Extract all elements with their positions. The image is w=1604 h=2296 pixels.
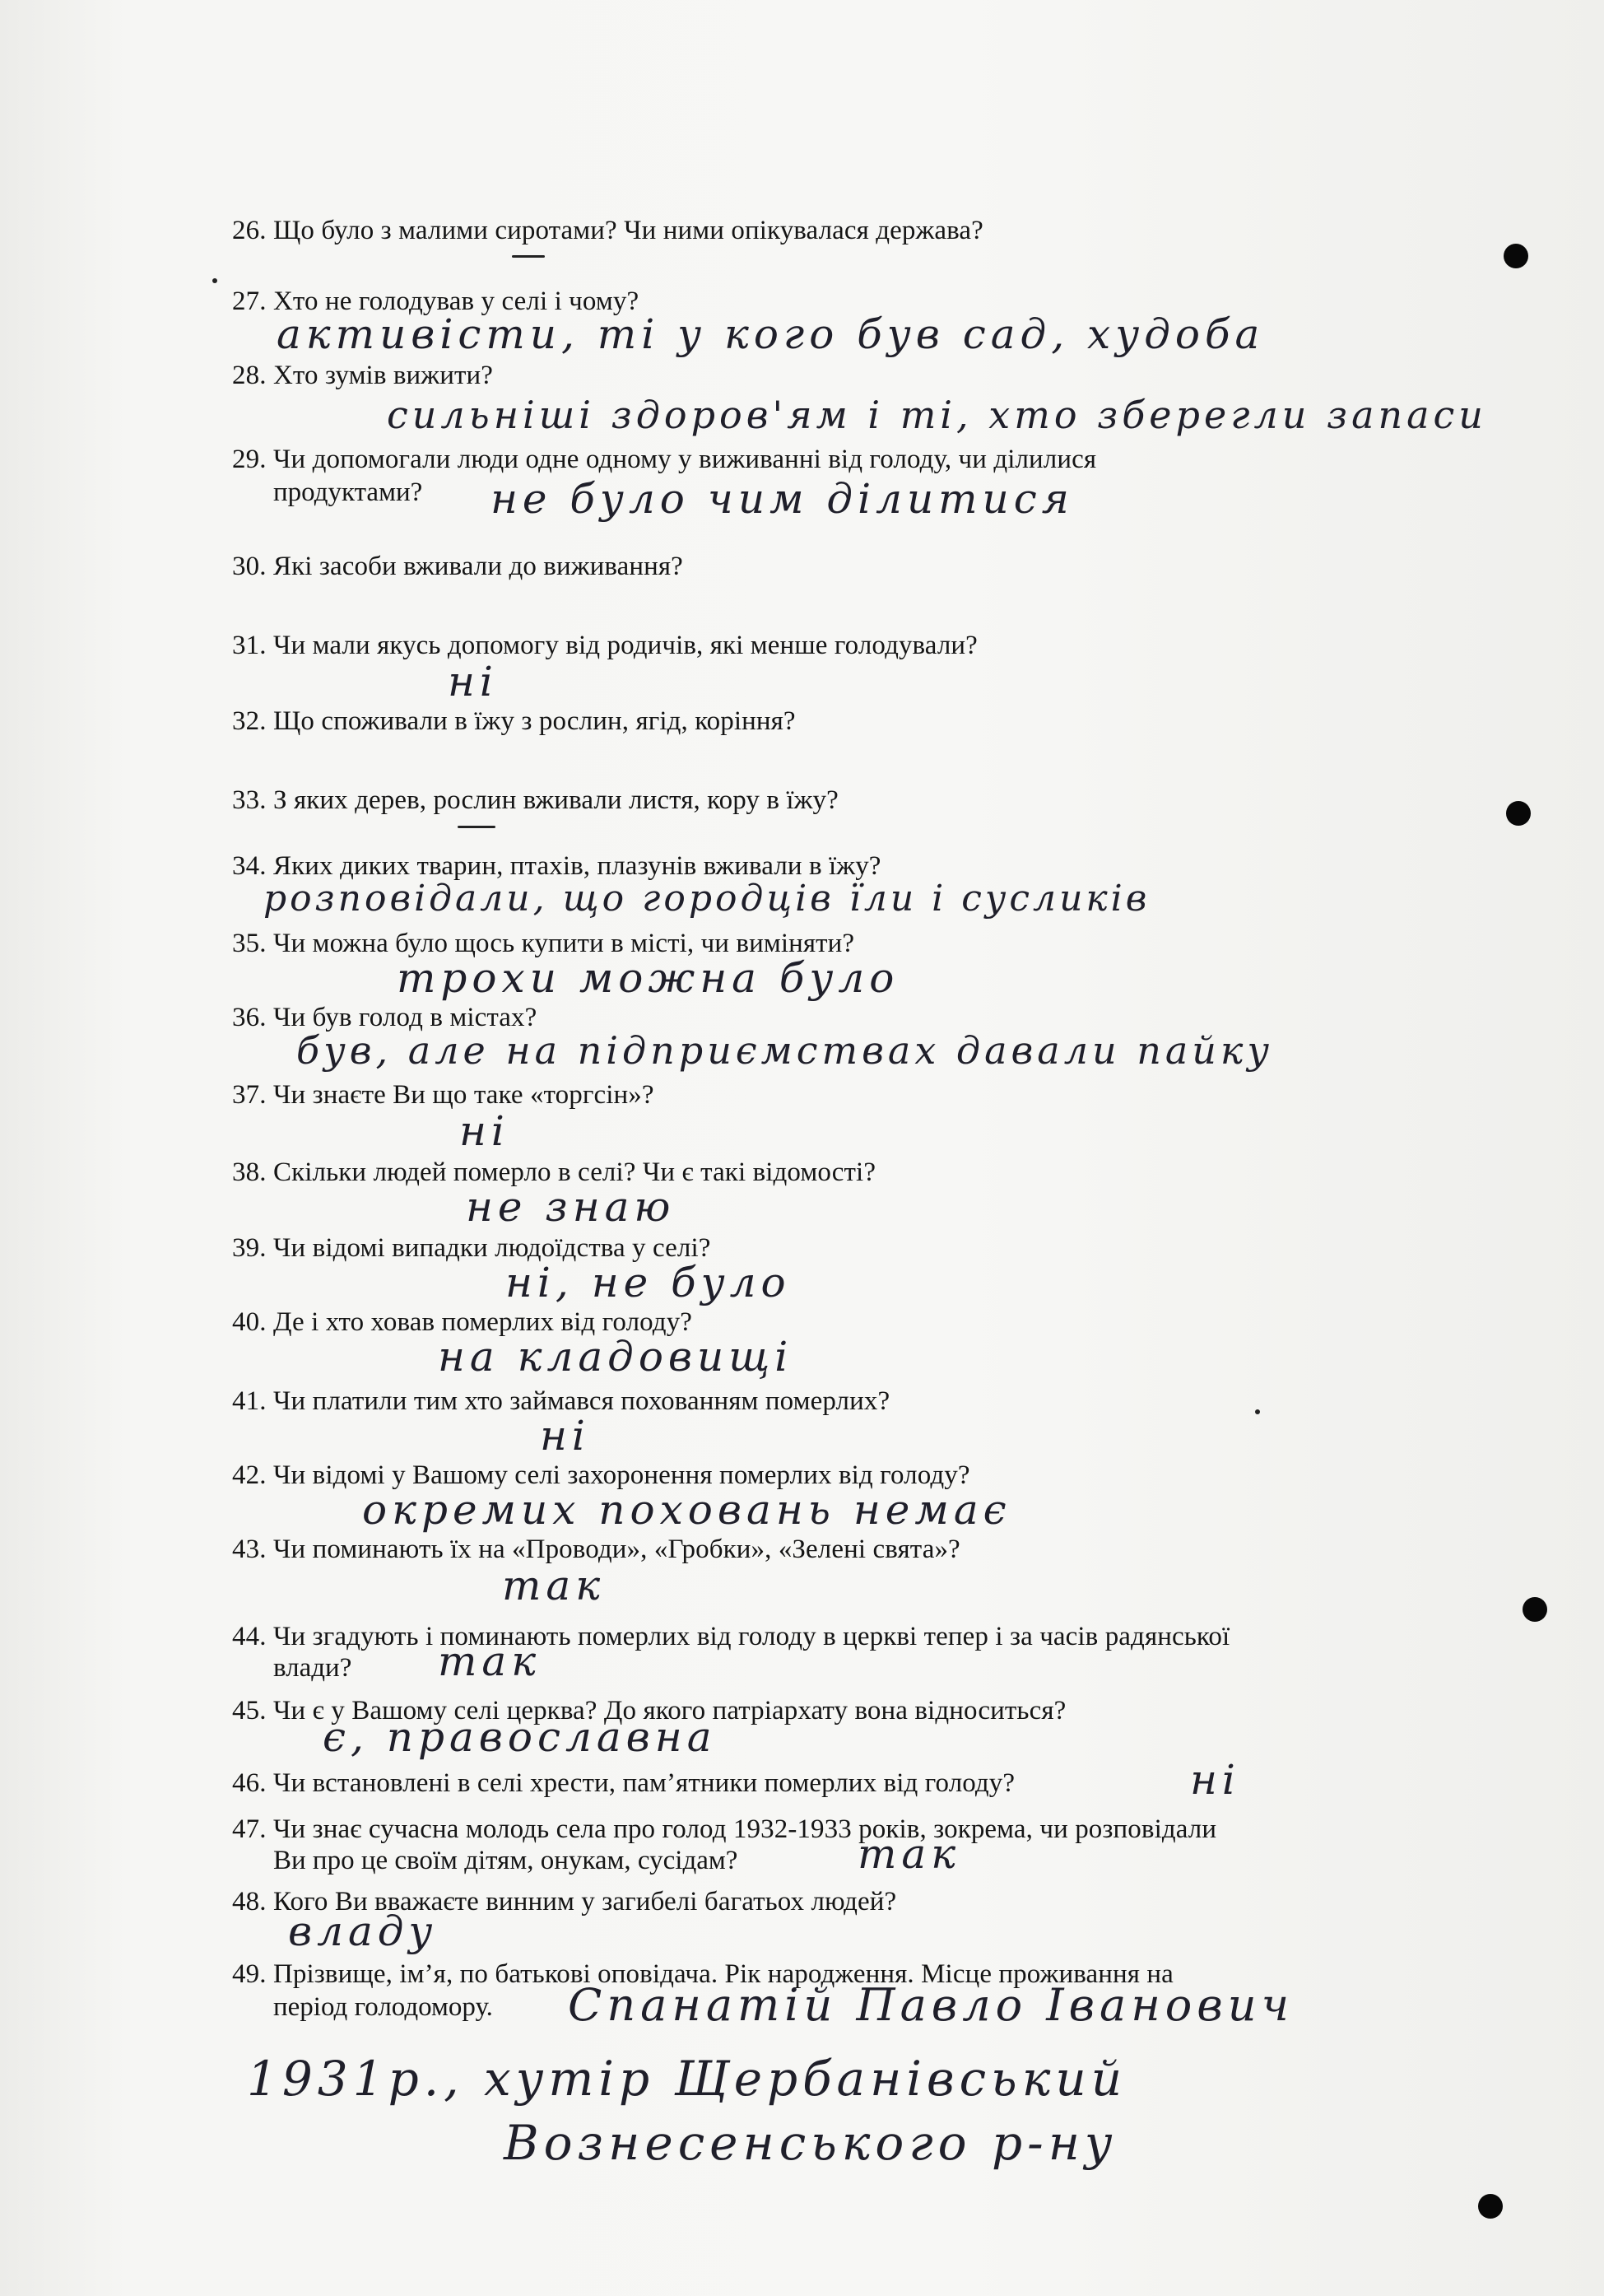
answer-49-district: Вознесенського р-ну [504, 2115, 1118, 2171]
question-number: 38. [232, 1157, 267, 1187]
question-text: Чи поминають їх на «Проводи», «Гробки», «Зелені свята»? [273, 1535, 960, 1564]
answer-29: не було чим ділитися [490, 475, 1074, 523]
question-text: Чи мали якусь допомогу від родичів, які менше голодували? [273, 631, 978, 660]
question-text: З яких дерев, рослин вживали листя, кору в їжу? [273, 785, 839, 815]
question-number: 44. [232, 1622, 267, 1651]
question-text: Хто не голодував у селі і чому? [273, 286, 639, 316]
answer-28: сильніші здоров'ям і ті, хто зберегли запаси [387, 393, 1487, 437]
question-28 [232, 359, 493, 392]
question-number: 34. [232, 851, 267, 881]
question-number: 42. [232, 1460, 267, 1490]
question-37 [232, 1078, 654, 1111]
question-number: 45. [232, 1696, 267, 1725]
punch-hole-3 [1523, 1597, 1547, 1622]
answer-49-birth-and-place: 1931р., хутір Щербанівський [247, 2051, 1127, 2107]
answer-48: владу [288, 1907, 438, 1955]
question-text: Кого Ви вважаєте винним у загибелі багатьох людей? [273, 1887, 897, 1916]
question-number: 31. [232, 631, 267, 660]
question-number: 43. [232, 1535, 267, 1564]
answer-39: ні, не було [505, 1259, 791, 1306]
stray-mark [1255, 1409, 1260, 1414]
question-31 [232, 629, 978, 662]
question-text: Де і хто ховав померлих від голоду? [273, 1307, 693, 1337]
question-text: Що було з малими сиротами? Чи ними опікувалася держава? [273, 216, 983, 245]
question-text: Чи платили тим хто займався похованням померлих? [273, 1386, 890, 1416]
question-49-continuation: період голодомору. [273, 1992, 493, 2022]
answer-46: ні [1190, 1756, 1240, 1804]
answer-38: не знаю [466, 1183, 676, 1231]
question-number: 46. [232, 1768, 267, 1798]
question-29 [232, 443, 1096, 476]
stray-mark [212, 278, 217, 283]
question-number: 41. [232, 1386, 267, 1416]
question-text: Чи був голод в містах? [273, 1003, 537, 1032]
question-32 [232, 705, 796, 738]
no-answer-dash [512, 255, 545, 258]
question-26 [232, 214, 983, 247]
question-text: Прізвище, ім’я, по батькові оповідача. Рік народження. Місце проживання на [273, 1959, 1174, 1989]
question-30 [232, 550, 683, 583]
question-text: Що споживали в їжу з рослин, ягід, коріння? [273, 706, 796, 736]
punch-hole-4 [1478, 2194, 1503, 2219]
question-44 [232, 1620, 1230, 1653]
question-text: Чи відомі випадки людоїдства у селі? [273, 1233, 711, 1263]
question-47-continuation: Ви про це своїм дітям, онукам, сусідам? [273, 1846, 738, 1875]
question-text: Чи знаєте Ви що таке «торгсін»? [273, 1080, 654, 1110]
question-text: Яких диких тварин, птахів, плазунів вживали в їжу? [273, 851, 881, 881]
answer-40: на кладовищі [438, 1333, 793, 1381]
question-text: Чи згадують і поминають померлих від голоду в церкві тепер і за часів радянської [273, 1622, 1230, 1651]
question-number: 39. [232, 1233, 267, 1263]
question-text: Чи є у Вашому селі церква? До якого патріархату вона відноситься? [273, 1696, 1067, 1725]
question-43 [232, 1533, 960, 1566]
question-number: 29. [232, 445, 267, 474]
answer-45: є, православна [323, 1713, 717, 1761]
question-number: 32. [232, 706, 267, 736]
question-number: 33. [232, 785, 267, 815]
question-text: Хто зумів вижити? [273, 361, 493, 390]
answer-27: активісти, ті у кого був сад, худоба [277, 310, 1265, 358]
question-number: 48. [232, 1887, 267, 1916]
answer-47: так [858, 1830, 961, 1878]
question-47 [232, 1813, 1216, 1846]
question-number: 36. [232, 1003, 267, 1032]
question-text: Чи встановлені в селі хрести, пам’ятники померлих від голоду? [273, 1768, 1016, 1798]
question-number: 26. [232, 216, 267, 245]
question-46 [232, 1767, 1015, 1800]
question-text: Чи знає сучасна молодь села про голод 1932-1933 років, зокрема, чи розповідали [273, 1814, 1217, 1844]
question-text: Чи відомі у Вашому селі захоронення померлих від голоду? [273, 1460, 970, 1490]
answer-42: окремих поховань немає [362, 1486, 1011, 1534]
question-44-continuation: влади? [273, 1653, 352, 1683]
question-number: 30. [232, 552, 267, 581]
question-number: 37. [232, 1080, 267, 1110]
question-text: Чи можна було щось купити в місті, чи виміняти? [273, 929, 855, 958]
question-number: 40. [232, 1307, 267, 1337]
answer-31: ні [448, 658, 498, 706]
answer-49-name: Спанатій Павло Іванович [568, 1979, 1295, 2031]
question-33 [232, 784, 839, 817]
no-answer-dash [458, 826, 495, 828]
question-text: Чи допомогали люди одне одному у виживанні від голоду, чи ділилися [273, 445, 1097, 474]
question-29-continuation: продуктами? [273, 477, 423, 507]
question-text: Скільки людей померло в селі? Чи є такі відомості? [273, 1157, 876, 1187]
answer-37: ні [459, 1107, 509, 1155]
question-text: Які засоби вживали до виживання? [273, 552, 683, 581]
answer-34: розповідали, що городців їли і сусликів [263, 878, 1151, 920]
question-number: 35. [232, 929, 267, 958]
question-number: 27. [232, 286, 267, 316]
answer-43: так [502, 1562, 606, 1609]
question-number: 28. [232, 361, 267, 390]
question-number: 49. [232, 1959, 267, 1989]
answer-44: так [438, 1637, 542, 1685]
question-number: 47. [232, 1814, 267, 1844]
answer-36: був, але на підприємствах давали пайку [296, 1028, 1274, 1073]
punch-hole-1 [1504, 244, 1528, 268]
punch-hole-2 [1506, 801, 1531, 826]
answer-41: ні [540, 1412, 590, 1460]
answer-35: трохи можна було [397, 954, 900, 1002]
